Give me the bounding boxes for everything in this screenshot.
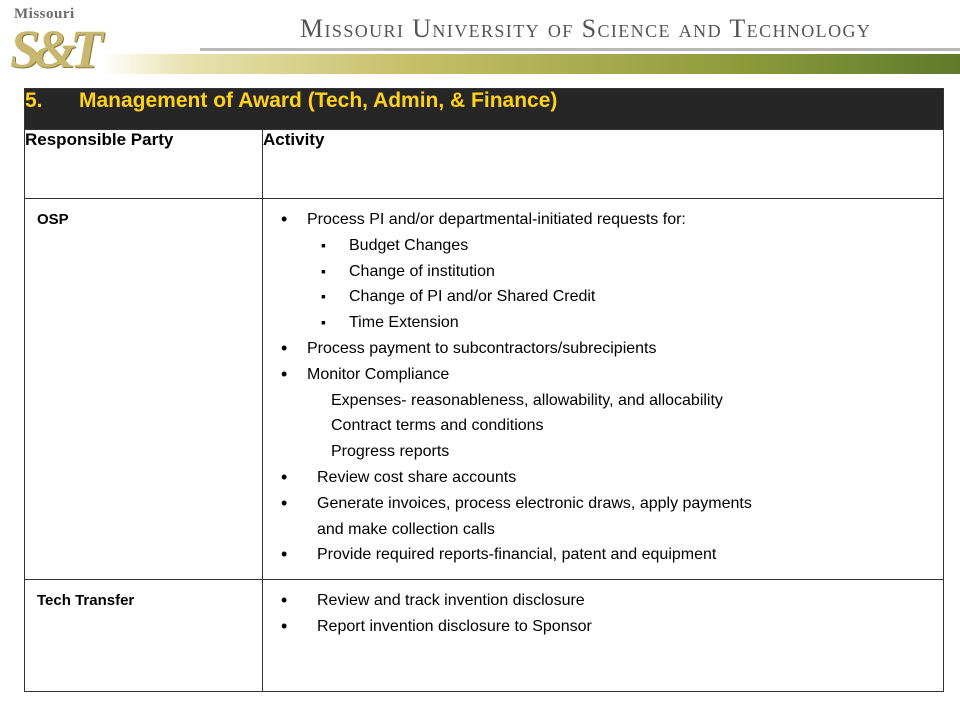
header-row [25, 130, 944, 199]
activity-cell [263, 580, 944, 692]
activity-table [24, 88, 944, 692]
list-subitem: Progress reports [331, 443, 450, 461]
list-subitem: ▪ Change of PI and/or Shared Credit [273, 284, 943, 310]
list-item: • Monitor Compliance [273, 362, 943, 388]
list-item: • Review cost share accounts [273, 465, 943, 491]
list-subitem: ▪ Change of institution [273, 259, 943, 285]
header-divider [200, 48, 960, 51]
section-number: 5. [25, 89, 43, 112]
header [0, 0, 960, 80]
university-title: Missouri University of Science and Technology [300, 14, 872, 43]
list-subitem: Contract terms and conditions [331, 417, 544, 435]
list-item-continuation: and make collection calls [317, 520, 495, 538]
logo-st: S&T [10, 19, 98, 79]
section-title [25, 89, 944, 130]
list-item: • Report invention disclosure to Sponsor [273, 614, 943, 640]
list-subitem: Expenses- reasonableness, allowability, and allocability [331, 391, 723, 409]
table-row [25, 580, 944, 692]
list-item: • Review and track invention disclosure [273, 588, 943, 614]
section-title-row [25, 89, 944, 130]
column-header-party: Responsible Party [25, 130, 263, 199]
header-color-band [100, 54, 960, 74]
logo-missouri-text: Missouri [14, 6, 75, 22]
column-header-activity: Activity [263, 130, 944, 199]
list-item: • Provide required reports-financial, patent and equipment [273, 542, 943, 568]
activity-cell [263, 199, 944, 580]
list-item: • Process payment to subcontractors/subrecipients [273, 336, 943, 362]
list-subitem: ▪ Time Extension [273, 310, 943, 336]
list-item: • Process PI and/or departmental-initiated requests for: [273, 207, 943, 233]
list-subitem: ▪ Budget Changes [273, 233, 943, 259]
party-cell: Tech Transfer [25, 580, 263, 692]
section-title-text: Management of Award (Tech, Admin, & Finance) [79, 89, 558, 112]
list-item: • Generate invoices, process electronic draws, apply payments [273, 491, 943, 517]
table-row [25, 199, 944, 580]
party-cell: OSP [25, 199, 263, 580]
